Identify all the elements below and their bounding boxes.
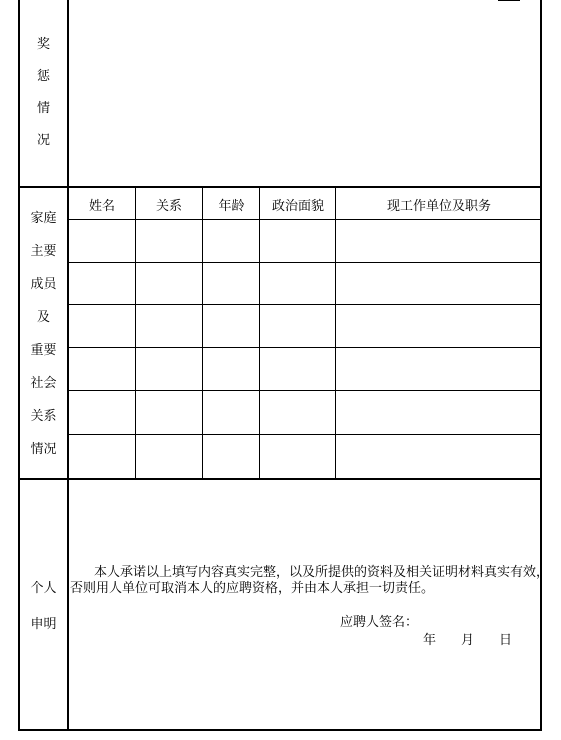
column-header-political-status: 政治面貌 [271,198,324,214]
column-header-name: 姓名 [88,198,115,214]
family-bottom-border [20,478,540,480]
table-row[interactable] [69,391,542,434]
family-label-line-7: 关系 [30,409,57,424]
column-header-relation: 关系 [155,198,182,214]
family-label-line-6: 社会 [30,376,57,391]
family-label [20,212,67,476]
family-label-line-1: 家庭 [30,211,57,226]
awards-label-char-1: 奖 [36,37,50,52]
family-label-line-5: 重要 [30,343,57,358]
family-label-line-4: 及 [36,310,50,325]
signature-label: 应聘人签名： [340,615,419,630]
table-row[interactable] [69,305,542,347]
date-day-label: 日 [499,633,513,648]
table-row[interactable] [69,435,542,478]
family-label-line-8: 情况 [30,442,57,457]
column-header-workplace-position: 现工作单位及职务 [386,198,491,214]
declaration-label [20,582,67,654]
column-header-age: 年龄 [218,198,245,214]
awards-label-char-3: 情 [36,101,50,116]
family-label-line-2: 主要 [30,244,57,259]
awards-label [20,38,67,166]
declaration-text-line-2: 否则用人单位可取消本人的应聘资格，并由本人承担一切责任。 [70,581,435,596]
awards-label-char-4: 况 [36,133,50,148]
family-label-line-3: 成员 [30,277,57,292]
table-row[interactable] [69,348,542,390]
application-form-page [18,0,550,731]
table-row[interactable] [69,263,542,304]
declaration-label-line-2: 申明 [30,617,57,632]
table-row[interactable] [69,220,542,262]
awards-label-char-2: 惩 [36,69,50,84]
signature-field[interactable] [422,612,532,630]
date-month-label: 月 [461,633,475,648]
awards-content-area[interactable] [69,2,540,185]
declaration-label-line-1: 个人 [30,581,57,596]
date-year-label: 年 [423,633,437,648]
declaration-text-line-1: 本人承诺以上填写内容真实完整，以及所提供的资料及相关证明材料真实有效， [94,565,550,580]
